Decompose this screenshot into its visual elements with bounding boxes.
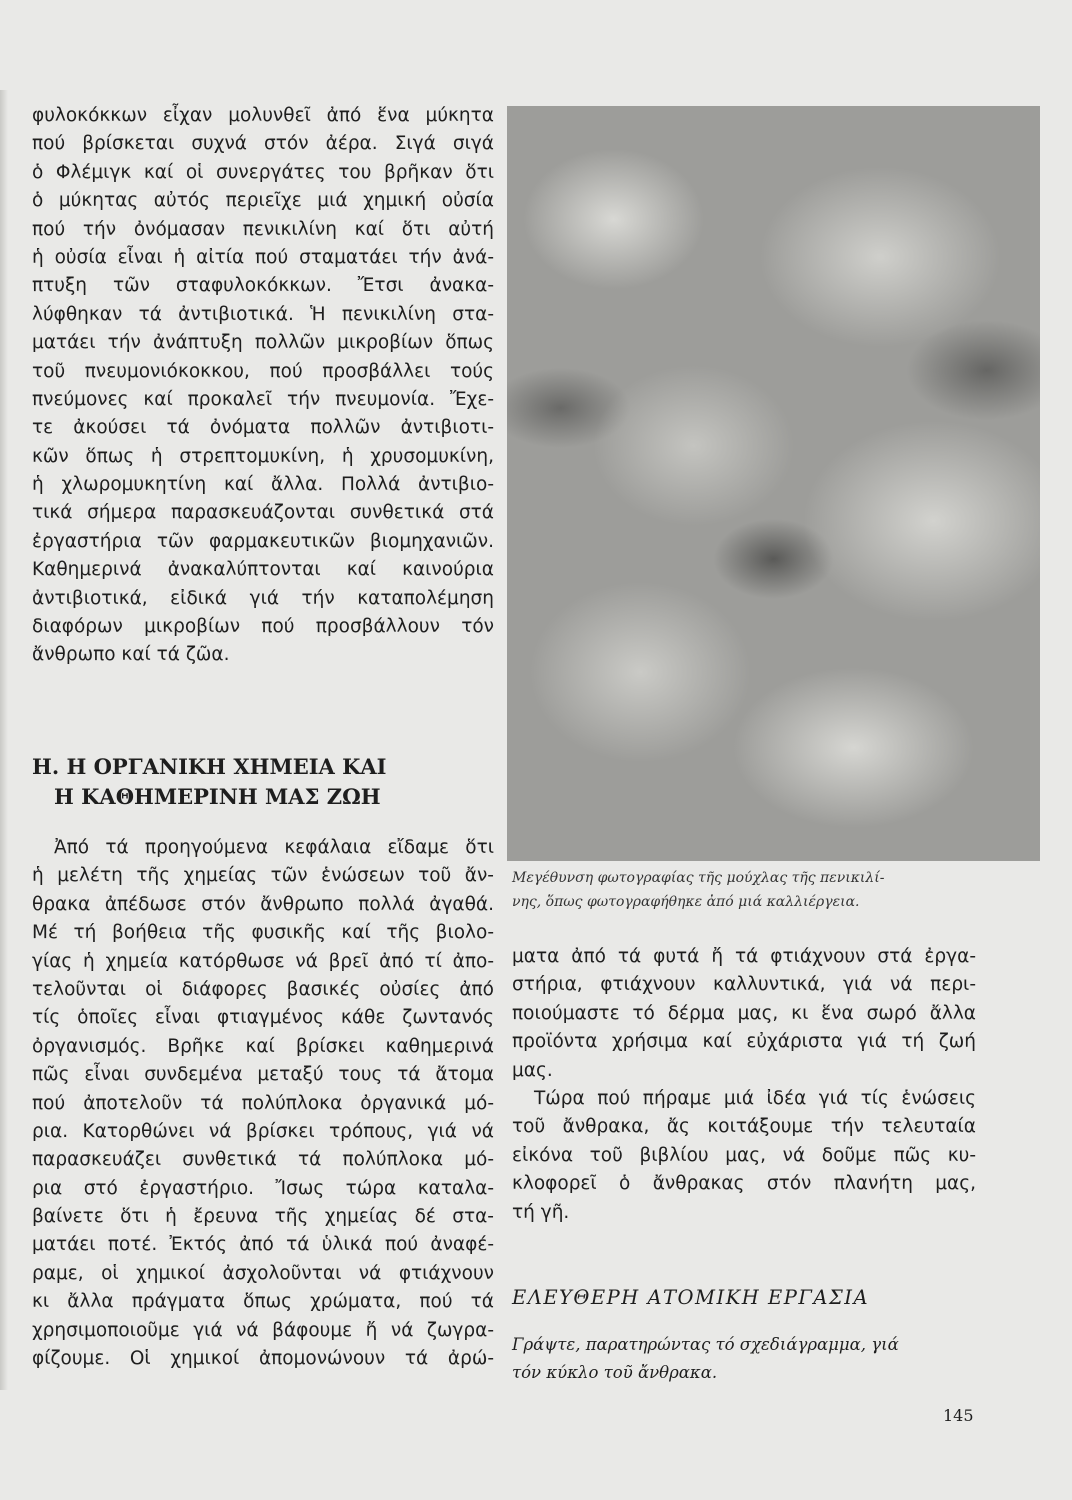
text-line: ἡ οὐσία εἶναι ἡ αἰτία πού σταματάει τήν ἀνά-: [32, 246, 494, 268]
text-line: πού βρίσκεται συχνά στόν ἀέρα. Σιγά σιγά: [32, 133, 494, 155]
text-line: στήρια, φτιάχνουν καλλυντικά, γιά νά περι-: [512, 974, 976, 996]
text-line: κι ἄλλα πράγματα ὅπως χρώματα, πού τά: [32, 1291, 494, 1313]
text-line: ἡ χλωρομυκητίνη καί ἄλλα. Πολλά ἀντιβιο-: [32, 474, 494, 496]
text-line: τελοῦνται οἱ διάφορες βασικές οὐσίες ἀπό: [32, 978, 494, 1000]
left-paragraph-antibiotics: [32, 102, 494, 670]
text-line: βαίνετε ὅτι ἡ ἔρευνα τῆς χημείας δέ στα-: [32, 1206, 494, 1228]
text-line: κλοφορεῖ ὁ ἄνθρακας στόν πλανήτη μας,: [512, 1173, 976, 1195]
task-title: ΕΛΕΥΘΕΡΗ ΑΤΟΜΙΚΗ ΕΡΓΑΣΙΑ: [512, 1286, 870, 1309]
task-text: [512, 1331, 976, 1387]
text-line: ἄνθρωπο καί τά ζῶα.: [32, 644, 230, 666]
page-binding-shadow: [0, 90, 8, 1390]
text-line: Ἀπό τά προηγούμενα κεφάλαια εἴδαμε ὅτι: [54, 837, 494, 858]
text-line: λύφθηκαν τά ἀντιβιοτικά. Ἡ πενικιλίνη στα-: [32, 303, 494, 325]
text-line: τικά σήμερα παρασκευάζονται συνθετικά στά: [32, 502, 494, 524]
caption-line: Μεγέθυνση φωτογραφίας τῆς μούχλας τῆς πενικιλί-: [512, 870, 885, 886]
text-line: ὀργανισμός. Βρῆκε καί βρίσκει καθημερινά: [32, 1035, 494, 1057]
text-line: ραμε, οἱ χημικοί ἀσχολοῦνται νά φτιάχνουν: [32, 1262, 494, 1284]
text-line: ρια. Κατορθώνει νά βρίσκει τρόπους, γιά νά: [32, 1120, 494, 1142]
right-column-text: [512, 943, 976, 1227]
task-line: τόν κύκλο τοῦ ἄνθρακα.: [512, 1363, 718, 1382]
text-line: πού τήν ὀνόμασαν πενικιλίνη καί ὅτι αὐτή: [32, 218, 494, 240]
text-line: ἀντιβιοτικά, εἰδικά γιά τήν καταπολέμηση: [32, 587, 494, 609]
text-line: πῶς εἶναι συνδεμένα μεταξύ τους τά ἄτομα: [32, 1064, 494, 1086]
heading-line: Η ΚΑΘΗΜΕΡΙΝΗ ΜΑΣ ΖΩΗ: [54, 784, 381, 809]
text-line: Καθημερινά ἀνακαλύπτονται καί καινούρια: [32, 559, 494, 581]
text-line: Τώρα πού πήραμε μιά ἰδέα γιά τίς ἑνώσεις: [534, 1087, 976, 1109]
text-line: κῶν ὅπως ἡ στρεπτομυκίνη, ἡ χρυσομυκίνη,: [32, 445, 494, 467]
penicillin-mould-photo: [507, 106, 1040, 861]
page-number: 145: [943, 1406, 974, 1425]
text-line: χρησιμοποιοῦμε γιά νά βάφουμε ἤ νά ζωγρα-: [32, 1319, 494, 1341]
caption-line: νης, ὅπως φωτογραφήθηκε ἀπό μιά καλλιέργεια.: [512, 894, 860, 910]
task-line: Γράψτε, παρατηρώντας τό σχεδιάγραμμα, γιά: [512, 1335, 899, 1354]
heading-line: Η. Η ΟΡΓΑΝΙΚΗ ΧΗΜΕΙΑ ΚΑΙ: [32, 754, 387, 779]
photo-caption: [512, 866, 932, 914]
text-line: ματάει ποτέ. Ἐκτός ἀπό τά ὑλικά πού ἀναφέ-: [32, 1234, 494, 1256]
text-line: ὁ Φλέμιγκ καί οἱ συνεργάτες του βρῆκαν ὅτι: [32, 161, 494, 183]
text-line: πνεύμονες καί προκαλεῖ τήν πνευμονία. Ἔχε-: [32, 388, 494, 410]
text-line: παρασκευάζει συνθετικά τά πολύπλοκα μό-: [32, 1149, 494, 1171]
text-line: τίς ὁποῖες εἶναι φτιαγμένος κάθε ζωντανός: [32, 1007, 494, 1029]
text-line: ποιούμαστε τό δέρμα μας, κι ἕνα σωρό ἄλλα: [512, 1002, 976, 1024]
text-line: τοῦ ἄνθρακα, ἄς κοιτάξουμε τήν τελευταία: [512, 1116, 976, 1138]
left-paragraph-organic-chemistry: [32, 834, 494, 1373]
text-line: ματα ἀπό τά φυτά ἤ τά φτιάχνουν στά ἐργα-: [512, 946, 976, 967]
text-line: πού ἀποτελοῦν τά πολύπλοκα ὀργανικά μό-: [32, 1092, 494, 1114]
text-line: ὁ μύκητας αὐτός περιεῖχε μιά χημική οὐσία: [32, 190, 494, 212]
text-line: ρια στό ἐργαστήριο. Ἴσως τώρα καταλα-: [32, 1177, 494, 1199]
text-line: τε ἀκούσει τά ὀνόματα πολλῶν ἀντιβιοτι-: [32, 417, 494, 439]
text-line: εἰκόνα τοῦ βιβλίου μας, νά δοῦμε πῶς κυ-: [512, 1144, 976, 1166]
text-line: προϊόντα χρήσιμα καί εὐχάριστα γιά τή ζωή: [512, 1031, 976, 1053]
text-line: ματάει τήν ἀνάπτυξη πολλῶν μικροβίων ὅπως: [32, 332, 494, 354]
text-line: ἐργαστήρια τῶν φαρμακευτικῶν βιομηχανιῶν.: [32, 530, 494, 552]
text-line: τή γῆ.: [512, 1201, 570, 1223]
text-line: φυλοκόκκων εἶχαν μολυνθεῖ ἀπό ἕνα μύκητα: [32, 105, 494, 126]
text-line: πτυξη τῶν σταφυλοκόκκων. Ἔτσι ἀνακα-: [32, 275, 494, 297]
text-line: γίας ἡ χημεία κατόρθωσε νά βρεῖ ἀπό τί ἀπο-: [32, 950, 494, 972]
text-line: διαφόρων μικροβίων πού προσβάλλουν τόν: [32, 616, 494, 638]
text-line: φίζουμε. Οἱ χημικοί ἀπομονώνουν τά ἀρώ-: [32, 1348, 494, 1370]
text-line: τοῦ πνευμονιόκοκκου, πού προσβάλλει τούς: [32, 360, 494, 382]
text-line: ἡ μελέτη τῆς χημείας τῶν ἑνώσεων τοῦ ἄν-: [32, 865, 494, 887]
text-line: θρακα ἀπέδωσε στόν ἄνθρωπο πολλά ἀγαθά.: [32, 893, 494, 915]
text-line: Μέ τή βοήθεια τῆς φυσικῆς καί τῆς βιολο-: [32, 922, 494, 944]
text-line: μας.: [512, 1059, 553, 1081]
section-heading: [32, 752, 494, 812]
